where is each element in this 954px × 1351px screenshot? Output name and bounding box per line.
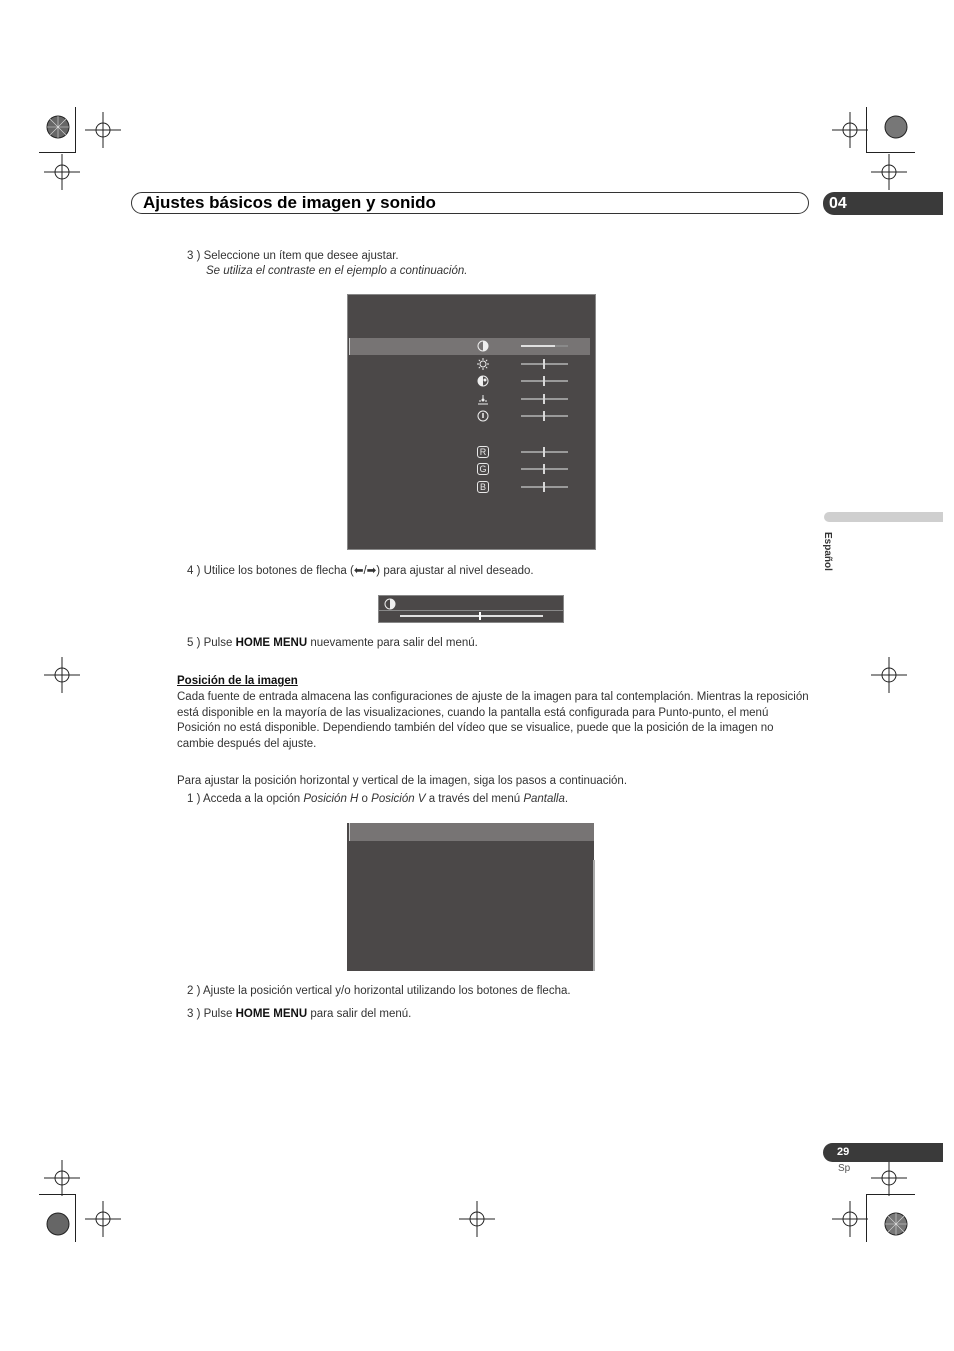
crop-line bbox=[75, 107, 76, 153]
crop-line bbox=[866, 107, 867, 153]
side-tab bbox=[824, 512, 943, 522]
crop-line bbox=[75, 1194, 76, 1242]
registration-mark bbox=[85, 112, 121, 148]
section-paragraph-1: Cada fuente de entrada almacena las configuraciones de ajuste de la imagen para tal contemplación. Mientras la reposición está disponible en la mayoría de las visualizaciones, cuando la pantalla está configurada para Punto-punto, el menú Posición no está disponible. Dependiendo también del vídeo que se visualice, puede que la posición de la imagen no cambie después del ajuste. bbox=[177, 691, 809, 750]
brightness-slider[interactable] bbox=[521, 363, 568, 365]
slider-knob bbox=[543, 447, 545, 457]
red-slider[interactable] bbox=[521, 451, 568, 453]
adjust-bar-track[interactable] bbox=[400, 615, 543, 617]
adjust-bar-screen bbox=[378, 595, 564, 623]
registration-mark bbox=[459, 1201, 495, 1237]
scrollbar[interactable] bbox=[593, 860, 595, 971]
crop-line bbox=[866, 1194, 915, 1195]
position-step-1-text: 1 ) Acceda a la opción Posición H o Posición V a través del menú Pantalla. bbox=[187, 793, 569, 805]
color-slider[interactable] bbox=[521, 380, 568, 382]
step-3-note: Se utiliza el contraste en el ejemplo a continuación. bbox=[206, 265, 468, 277]
registration-mark bbox=[871, 1160, 907, 1196]
brightness-icon bbox=[477, 358, 489, 370]
section-paragraph-2: Para ajustar la posición horizontal y vertical de la imagen, siga los pasos a continuación. bbox=[177, 775, 628, 787]
slider-knob bbox=[543, 394, 545, 404]
adjust-bar-divider bbox=[378, 610, 564, 611]
registration-mark bbox=[85, 1201, 121, 1237]
position-step-2-text: 2 ) Ajuste la posición vertical y/o horizontal utilizando los botones de flecha. bbox=[187, 985, 571, 997]
crop-line bbox=[866, 1194, 867, 1242]
slider-knob bbox=[543, 411, 545, 421]
contrast-slider-fill bbox=[521, 345, 555, 347]
position-step-3-text: 3 ) Pulse HOME MENU para salir del menú. bbox=[187, 1008, 412, 1020]
registration-mark bbox=[44, 657, 80, 693]
step-5-text: 5 ) Pulse HOME MENU nuevamente para salir del menú. bbox=[187, 637, 478, 649]
slider-knob bbox=[543, 376, 545, 386]
blue-icon: B bbox=[477, 481, 489, 493]
chapter-badge: 04 bbox=[823, 192, 943, 215]
color-target-mark bbox=[884, 1212, 908, 1236]
page-number: 29 bbox=[823, 1143, 943, 1162]
contrast-icon bbox=[477, 340, 489, 352]
registration-mark bbox=[871, 657, 907, 693]
slider-knob bbox=[543, 482, 545, 492]
contrast-icon bbox=[384, 597, 396, 615]
blue-slider[interactable] bbox=[521, 486, 568, 488]
language-label: Español bbox=[822, 532, 833, 571]
home-menu-key: HOME MENU bbox=[235, 637, 308, 649]
step-3-text: 3 ) Seleccione un ítem que desee ajustar. bbox=[187, 250, 399, 262]
registration-mark bbox=[832, 112, 868, 148]
crop-line bbox=[39, 152, 75, 153]
menu-row-highlight[interactable] bbox=[349, 823, 594, 841]
green-slider[interactable] bbox=[521, 468, 568, 470]
registration-mark bbox=[871, 154, 907, 190]
registration-mark bbox=[44, 154, 80, 190]
color-target-mark bbox=[46, 115, 70, 139]
color-icon bbox=[477, 375, 489, 387]
page-language-code: Sp bbox=[838, 1163, 851, 1174]
tint-icon bbox=[477, 393, 489, 405]
section-heading: Posición de la imagen bbox=[177, 675, 298, 687]
color-target-mark bbox=[46, 1212, 70, 1236]
red-icon: R bbox=[477, 446, 489, 458]
step-4-text: 4 ) Utilice los botones de flecha (⬅/➡) para ajustar al nivel deseado. bbox=[187, 565, 534, 577]
contrast-slider[interactable] bbox=[521, 345, 568, 347]
crop-line bbox=[866, 152, 915, 153]
registration-mark bbox=[44, 1160, 80, 1196]
registration-mark bbox=[832, 1201, 868, 1237]
green-icon: G bbox=[477, 463, 489, 475]
slider-knob bbox=[543, 359, 545, 369]
page-title: Ajustes básicos de imagen y sonido bbox=[143, 193, 436, 212]
slider-knob bbox=[543, 464, 545, 474]
crop-line bbox=[39, 1194, 75, 1195]
sharpness-slider[interactable] bbox=[521, 415, 568, 417]
picture-menu-screen bbox=[347, 294, 596, 550]
home-menu-key: HOME MENU bbox=[235, 1008, 308, 1020]
adjust-bar-marker bbox=[479, 612, 481, 620]
color-target-mark bbox=[884, 115, 908, 139]
screen-menu-screen bbox=[347, 823, 594, 971]
tint-slider[interactable] bbox=[521, 398, 568, 400]
sharpness-icon bbox=[477, 410, 489, 422]
